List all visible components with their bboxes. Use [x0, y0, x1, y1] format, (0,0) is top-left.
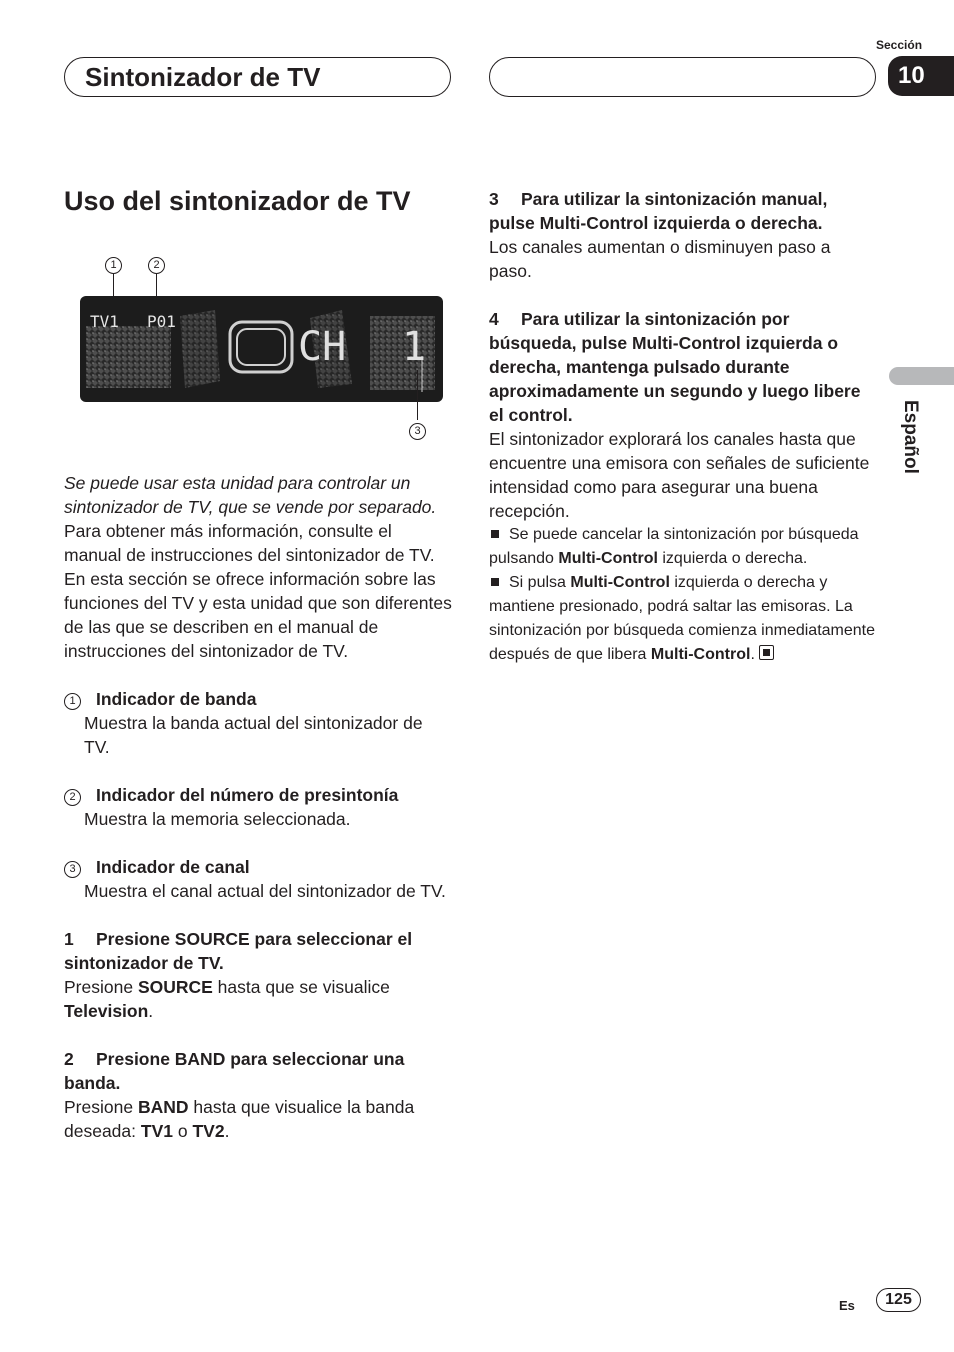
tuner-display [80, 296, 443, 402]
language-tab [889, 367, 954, 385]
step-4-title: 4 Para utilizar la sintonización por búsqueda, pulse Multi-Control izquierda o derecha, mantenga pulsado durante aproximadamente un segundo y luego libere el control. [489, 309, 861, 425]
step-2-title: 2 Presione BAND para seleccionar una banda. [64, 1049, 405, 1093]
section-label: Sección [876, 38, 923, 52]
figure-callout-3: 3 [409, 422, 426, 440]
step-2-body: Presione BAND hasta que visualice la banda deseada: TV1 o TV2. [64, 1097, 415, 1141]
page-number-badge [876, 1288, 921, 1312]
header-title-box [64, 57, 451, 97]
end-mark-icon [759, 645, 774, 660]
display-preset: P01 [147, 312, 176, 331]
indicator-1-desc: Muestra la banda actual del sintonizador de TV. [84, 713, 423, 757]
page-number: 125 [885, 1291, 912, 1308]
intro-body: Para obtener más información, consulte el manual de instrucciones del sintonizador de TV. En esta sección se ofrece información sobre las funciones del TV y esta unidad que son diferentes de las que se describen en el manual de instrucciones del sintonizador de TV. [64, 521, 452, 661]
indicator-2-title: 2 Indicador del número de presintonía [64, 783, 452, 807]
step-4-note-1: Se puede cancelar la sintonización por búsqueda pulsando Multi-Control izquierda o derecha. [489, 526, 859, 567]
step-4-body: El sintonizador explorará los canales hasta que encuentre una emisora con señales de suficiente intensidad como para asegurar una buena recepción. [489, 429, 870, 521]
left-column [64, 471, 452, 1143]
step-3-body: Los canales aumentan o disminuyen paso a paso. [489, 237, 831, 281]
right-column [489, 187, 877, 667]
indicator-3-desc: Muestra el canal actual del sintonizador de TV. [84, 881, 446, 901]
intro-italic: Se puede usar esta unidad para controlar un sintonizador de TV, que se vende por separado. [64, 473, 437, 517]
step-3-title: 3 Para utilizar la sintonización manual, pulse Multi-Control izquierda o derecha. [489, 189, 828, 233]
footer-lang-code: Es [839, 1298, 855, 1313]
display-channel-number: 1 [402, 324, 427, 370]
display-channel-label: CH [298, 324, 347, 370]
indicator-3-title: 3 Indicador de canal [64, 855, 452, 879]
page-title: Uso del sintonizador de TV [64, 186, 411, 216]
figure-callout-2: 2 [148, 256, 165, 274]
step-1-body: Presione SOURCE hasta que se visualice Television. [64, 977, 390, 1021]
header-empty-box [489, 57, 876, 97]
callout-line-3 [417, 370, 418, 420]
step-1-title: 1 Presione SOURCE para seleccionar el sintonizador de TV. [64, 929, 413, 973]
indicator-2-desc: Muestra la memoria seleccionada. [84, 809, 351, 829]
display-band: TV1 [90, 312, 119, 331]
section-number: 10 [898, 62, 925, 89]
step-4-note-2: Si pulsa Multi-Control izquierda o derecha y mantiene presionado, podrá saltar las emisoras. La sintonización por búsqueda comienza inmediatamente después de que libera Multi-Control. [489, 574, 876, 663]
language-label: Español [900, 400, 921, 474]
section-title: Sintonizador de TV [85, 62, 321, 92]
bullet-icon [491, 530, 499, 538]
bullet-icon [491, 578, 499, 586]
display-graphic [80, 296, 443, 402]
section-number-badge [888, 56, 954, 96]
indicator-1-title: 1 Indicador de banda [64, 687, 452, 711]
figure-callout-1: 1 [105, 256, 122, 274]
